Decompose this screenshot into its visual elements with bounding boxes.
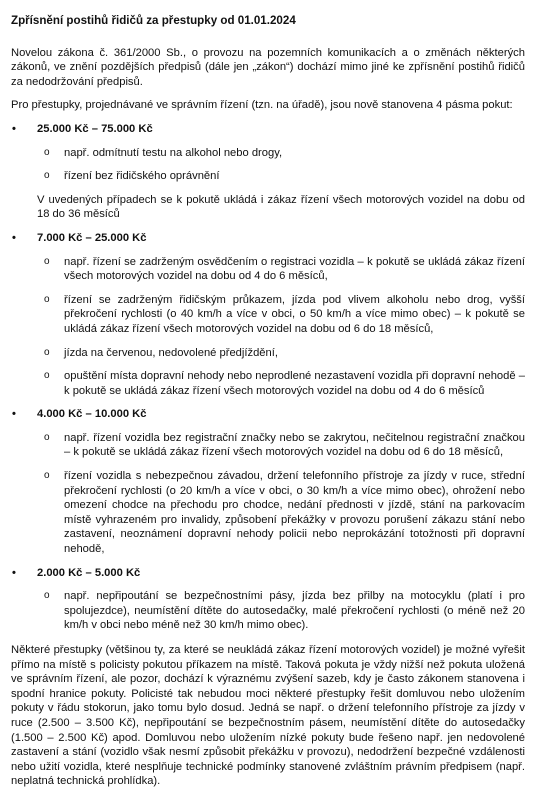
fine-tier-items	[37, 255, 525, 399]
fine-tier-note: V uvedených případech se k pokutě ukládá i zákaz řízení všech motorových vozidel na dobu od 18 do 36 měsíců	[37, 193, 525, 221]
list-item-text: např. nepřipoutání se bezpečnostními pásy, jízda bez přilby na motocyklu (platí i pro spolujezdce), neumístění dítěte do autosedačky, malé překročení rychlosti (o méně než 20 km/h v obci nebo méně než 30 km/h mimo obec).	[64, 590, 525, 632]
intro-paragraph: Novelou zákona č. 361/2000 Sb., o provozu na pozemních komunikacích a o změnách některých zákonů, ve znění pozdějších předpisů (dále jen „zákon“) dochází mimo jiné ke zpřísnění postihů řidičů za nedodržování předpisů.	[11, 46, 525, 88]
list-item-text: opuštění místa dopravní nehody nebo neprodlené nezastavení vozidla při dopravní nehodě – k pokutě se ukládá zákaz řízení všech motorových vozidel na dobu od 4 do 6 měsíců	[64, 370, 525, 397]
list-item	[37, 346, 525, 361]
fine-tier-items	[37, 146, 525, 184]
circle-bullet-icon: o	[44, 346, 50, 358]
circle-bullet-icon: o	[44, 470, 50, 482]
list-item-text: např. řízení vozidla bez registrační značky nebo se zakrytou, nečitelnou registrační značkou – k pokutě se ukládá zákaz řízení všech motorových vozidel na dobu od 6 do 18 měsíců,	[64, 431, 525, 459]
closing-paragraph: Některé přestupky (většinou ty, za které se neukládá zákaz řízení motorových vozidel) je možné vyřešit přímo na místě s policisty pokutou příkazem na místě. Taková pokuta je vždy nižší než pokuta uložená ve správním řízení, ale pozor, dochází k výraznému zvýšení sazeb, kdy je často zákonem stanovena i spodní hranice pokuty. Policisté tak nebudou moci některé přestupky řešit domluvou nebo uložením pokuty v řádu stokorun, jako tomu bylo dosud. Jedná se např. o držení telefonního přístroje za jízdy v ruce (2.500 – 3.500 Kč), nepřipoutání se bezpečnostním pásem, neumístění dítěte do autosedačky (1.500 – 2.500 Kč) apod. Domluvou nebo uložením nízké pokuty bude řešeno např. jen nedovolené zastavení a stání (vozidlo však nesmí způsobit překážku v provozu), nedodržení bezpečné vzdálenosti nebo užití vozidla, které nesplňuje technické podmínky stanovené zvláštním právním předpisem (např. neplatná technická prohlídka).	[11, 644, 525, 788]
fine-tier-items	[37, 589, 525, 633]
list-item-text: řízení se zadrženým řidičským průkazem, jízda pod vlivem alkoholu nebo drog, vyšší překročení rychlosti (o 40 km/h a více v obci, o 50 km/h a více mimo obec) – k pokutě se ukládá zákaz řízení všech motorových vozidel na dobu od 6 do 18 měsíců,	[64, 293, 525, 335]
fine-tier-heading: • 4.000 Kč – 10.000 Kč	[37, 407, 525, 422]
circle-bullet-icon: o	[44, 370, 50, 382]
circle-bullet-icon: o	[44, 146, 50, 158]
fine-tier-2	[11, 231, 525, 398]
fine-tier-heading: • 7.000 Kč – 25.000 Kč	[37, 231, 525, 246]
list-item-text: jízda na červenou, nedovolené předjíždění,	[64, 346, 278, 359]
list-item	[37, 469, 525, 557]
fine-tier-items	[37, 431, 525, 557]
list-item-text: např. řízení se zadrženým osvědčením o registraci vozidla – k pokutě se ukládá zákaz řízení všech motorových vozidel na dobu od 4 do 6 měsíců,	[64, 255, 525, 283]
circle-bullet-icon: o	[44, 255, 50, 267]
list-item	[37, 293, 525, 337]
list-item-text: např. odmítnutí testu na alkohol nebo drogy,	[64, 146, 283, 159]
circle-bullet-icon: o	[44, 590, 50, 602]
circle-bullet-icon: o	[44, 431, 50, 443]
list-item-text: řízení vozidla s nebezpečnou závadou, držení telefonního přístroje za jízdy v ruce, střední překročení rychlosti (o 20 km/h a více v obci, o 30 km/h a více mimo obec), ohrožení nebo omezení chodce na přechodu pro chodce, nedání přednosti v jízdě, stání na parkovacím místě vyhrazeném pro invalidy, způsobení překážky v provozu porušení zákazu stání nebo zastavení, neoznámení dopravní nehody policii nebo neprokázání totožnosti při dopravní nehodě,	[64, 470, 525, 556]
fine-tier-4	[11, 566, 525, 633]
list-item	[37, 369, 525, 398]
circle-bullet-icon: o	[44, 293, 50, 305]
fine-tier-heading: • 25.000 Kč – 75.000 Kč	[37, 122, 525, 137]
list-item	[37, 169, 525, 184]
list-item	[37, 589, 525, 633]
list-item	[37, 255, 525, 284]
fine-tier-heading: • 2.000 Kč – 5.000 Kč	[37, 566, 525, 581]
list-item	[37, 146, 525, 161]
fine-tier-1	[11, 122, 525, 222]
list-item	[37, 431, 525, 460]
list-item-text: řízení bez řidičského oprávnění	[64, 170, 220, 183]
lead-paragraph: Pro přestupky, projednávané ve správním řízení (tzn. na úřadě), jsou nově stanovena 4 pásma pokut:	[11, 99, 513, 112]
circle-bullet-icon: o	[44, 170, 50, 182]
fine-tier-3	[11, 407, 525, 556]
document-title: Zpřísnění postihů řidičů za přestupky od 01.01.2024	[11, 14, 296, 27]
document-page	[11, 14, 525, 789]
